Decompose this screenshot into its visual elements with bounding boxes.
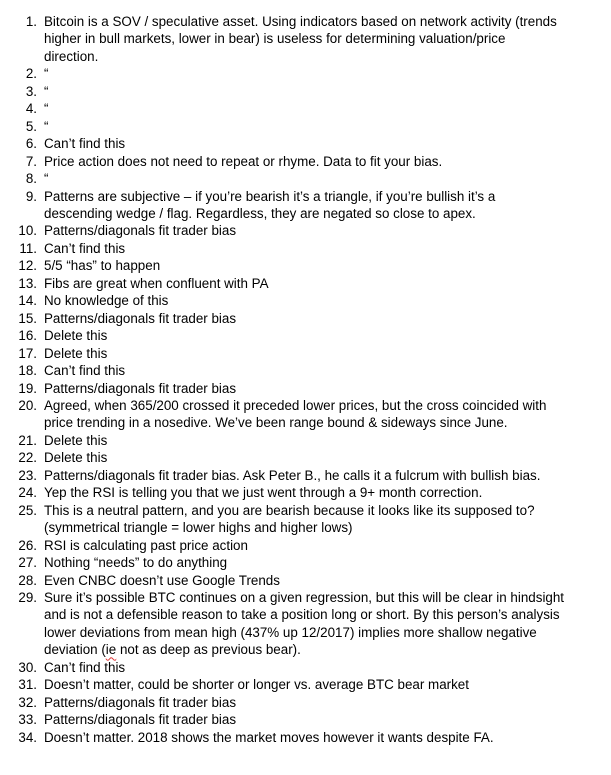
text-line: Bitcoin is a SOV / speculative asset. Using indicators based on network activity (trends	[44, 14, 557, 29]
text-line: (symmetrical triangle = lower highs and higher lows)	[44, 520, 353, 536]
list-item-text	[44, 362, 599, 379]
list-item	[0, 135, 611, 152]
spellcheck-underline: ie	[105, 642, 117, 658]
list-item	[0, 153, 611, 170]
list-item-text	[44, 240, 599, 257]
list-item	[0, 397, 611, 432]
text-line: Delete this	[44, 328, 108, 344]
list-item-text	[44, 659, 599, 676]
list-item-text	[44, 729, 599, 746]
text-line: higher in bull markets, lower in bear) is useless for determining valuation/price	[44, 31, 506, 47]
list-item-text	[44, 65, 599, 82]
list-item	[0, 310, 611, 327]
list-item-number: 23.	[18, 467, 37, 483]
list-item-number: 4.	[25, 101, 37, 117]
list-item-number: 13.	[18, 275, 37, 291]
text-line: This is a neutral pattern, and you are bearish because it looks like its supposed to?	[44, 502, 535, 518]
list-item-number: 8.	[25, 171, 37, 187]
list-item-number: 26.	[18, 537, 37, 553]
text-line: RSI is calculating past price action	[44, 537, 248, 553]
list-item-number: 11.	[19, 240, 37, 256]
text-line: Can’t find this	[44, 136, 126, 152]
list-item-text	[44, 572, 599, 589]
list-item	[0, 502, 611, 537]
list-item-text	[44, 257, 599, 274]
text-line: Yep the RSI is telling you that we just went through a 9+ month correction.	[44, 485, 483, 501]
list-item-text	[44, 397, 599, 432]
list-item	[0, 554, 611, 571]
list-item-number: 25.	[18, 502, 37, 518]
list-item	[0, 83, 611, 100]
list-item-text	[44, 170, 599, 187]
text-line: Fibs are great when confluent with PA	[44, 275, 269, 291]
text-line: Delete this	[44, 345, 108, 361]
list-item-number: 6.	[25, 136, 37, 152]
list-item-text	[44, 83, 599, 100]
list-item	[0, 13, 611, 65]
text-line: Delete this	[44, 432, 108, 448]
text-line: lower deviations from mean high (437% up 12/2017) implies more shallow negative	[44, 624, 537, 640]
list-item-number: 34.	[18, 729, 37, 745]
text-line: “	[44, 83, 49, 99]
list-item	[0, 572, 611, 589]
text-line: descending wedge / flag. Regardless, they are negated so close to apex.	[44, 205, 476, 221]
list-item	[0, 589, 611, 659]
list-item-number: 19.	[18, 380, 37, 396]
list-item-text	[44, 432, 599, 449]
list-item-number: 2.	[25, 66, 37, 82]
list-item-text	[44, 13, 599, 65]
list-item-number: 15.	[18, 310, 37, 326]
list-item-number: 29.	[18, 589, 37, 605]
list-item-number: 28.	[18, 572, 37, 588]
text-line: Patterns/diagonals fit trader bias	[44, 310, 237, 326]
list-item	[0, 257, 611, 274]
list-item-number: 17.	[18, 345, 37, 361]
list-item	[0, 729, 611, 746]
list-item	[0, 484, 611, 501]
list-item-text	[44, 345, 599, 362]
text-line: Can’t find this	[44, 363, 126, 379]
text-line: “	[44, 171, 49, 187]
list-item	[0, 222, 611, 239]
list-item-text	[44, 484, 599, 501]
list-item-number: 14.	[18, 293, 37, 309]
list-item-text	[44, 135, 599, 152]
text-line: price trending in a nosedive. We’ve been range bound & sideways since June.	[44, 415, 508, 431]
list-item	[0, 100, 611, 117]
list-item-text	[44, 502, 599, 537]
list-item	[0, 275, 611, 292]
list-item-text	[44, 118, 599, 135]
numbered-list	[0, 13, 611, 746]
list-item-number: 33.	[18, 712, 37, 728]
list-item-text	[44, 153, 599, 170]
list-item-number: 7.	[25, 153, 37, 169]
text-line: “	[44, 66, 49, 82]
list-item-text	[44, 327, 599, 344]
text-line: deviation (ie not as deep as previous bear).	[44, 642, 301, 658]
text-line: Can’t find this	[44, 240, 126, 256]
list-item	[0, 327, 611, 344]
list-item	[0, 170, 611, 187]
text-line: direction.	[44, 48, 99, 64]
list-item-text	[44, 554, 599, 571]
text-line: Nothing “needs” to do anything	[44, 555, 228, 571]
list-item	[0, 711, 611, 728]
text-line: Doesn’t matter, could be shorter or longer vs. average BTC bear market	[44, 677, 469, 693]
list-item-number: 18.	[18, 363, 37, 379]
list-item	[0, 118, 611, 135]
text-line: Patterns/diagonals fit trader bias	[44, 223, 237, 239]
text-line: Patterns/diagonals fit trader bias	[44, 694, 237, 710]
text-line: Even CNBC doesn’t use Google Trends	[44, 572, 280, 588]
list-item-text	[44, 275, 599, 292]
list-item-text	[44, 292, 599, 309]
list-item-number: 1.	[25, 14, 37, 29]
list-item	[0, 188, 611, 223]
list-item-number: 20.	[18, 397, 37, 413]
list-item-text	[44, 711, 599, 728]
list-item-text	[44, 537, 599, 554]
text-line: Can’t find this	[44, 659, 126, 675]
list-item-number: 22.	[18, 450, 37, 466]
list-item-text	[44, 100, 599, 117]
list-item-number: 10.	[18, 223, 37, 239]
list-item-text	[44, 676, 599, 693]
text-line: “	[44, 118, 49, 134]
list-item-number: 12.	[18, 258, 37, 274]
list-item-number: 16.	[18, 328, 37, 344]
text-line: Price action does not need to repeat or rhyme. Data to fit your bias.	[44, 153, 443, 169]
text-line: 5/5 “has” to happen	[44, 258, 161, 274]
list-item-number: 21.	[18, 432, 37, 448]
list-item	[0, 240, 611, 257]
list-item-text	[44, 188, 599, 223]
text-line: Patterns are subjective – if you’re bearish it’s a triangle, if you’re bullish it’s a	[44, 188, 496, 204]
list-item-text	[44, 310, 599, 327]
list-item-text	[44, 222, 599, 239]
text-line: and is not a defensible reason to take a position long or short. By this person’s analysis	[44, 607, 560, 623]
list-item-number: 30.	[18, 659, 37, 675]
list-item-number: 24.	[18, 485, 37, 501]
list-item-number: 32.	[18, 694, 37, 710]
text-line: Patterns/diagonals fit trader bias. Ask Peter B., he calls it a fulcrum with bullish bias.	[44, 467, 541, 483]
list-item-text	[44, 694, 599, 711]
list-item-text	[44, 380, 599, 397]
text-line: Delete this	[44, 450, 108, 466]
text-line: No knowledge of this	[44, 293, 169, 309]
text-line: Patterns/diagonals fit trader bias	[44, 712, 237, 728]
list-item-text	[44, 589, 599, 659]
list-item-number: 31.	[18, 677, 37, 693]
list-item-number: 3.	[25, 83, 37, 99]
list-item	[0, 345, 611, 362]
list-item	[0, 537, 611, 554]
list-item-text	[44, 449, 599, 466]
list-item	[0, 694, 611, 711]
list-item	[0, 380, 611, 397]
text-line: Doesn’t matter. 2018 shows the market moves however it wants despite FA.	[44, 729, 494, 745]
list-item	[0, 432, 611, 449]
text-line: Sure it’s possible BTC continues on a given regression, but this will be clear in hindsight	[44, 589, 565, 605]
list-item	[0, 292, 611, 309]
text-line: “	[44, 101, 49, 117]
list-item	[0, 362, 611, 379]
list-item-text	[44, 467, 599, 484]
list-item-number: 9.	[25, 188, 37, 204]
list-item-number: 27.	[18, 555, 37, 571]
list-item-number: 5.	[25, 118, 37, 134]
list-item	[0, 676, 611, 693]
list-item	[0, 65, 611, 82]
list-item	[0, 449, 611, 466]
text-line: Patterns/diagonals fit trader bias	[44, 380, 237, 396]
list-item	[0, 467, 611, 484]
text-line: Agreed, when 365/200 crossed it preceded lower prices, but the cross coincided with	[44, 397, 547, 413]
list-item	[0, 659, 611, 676]
